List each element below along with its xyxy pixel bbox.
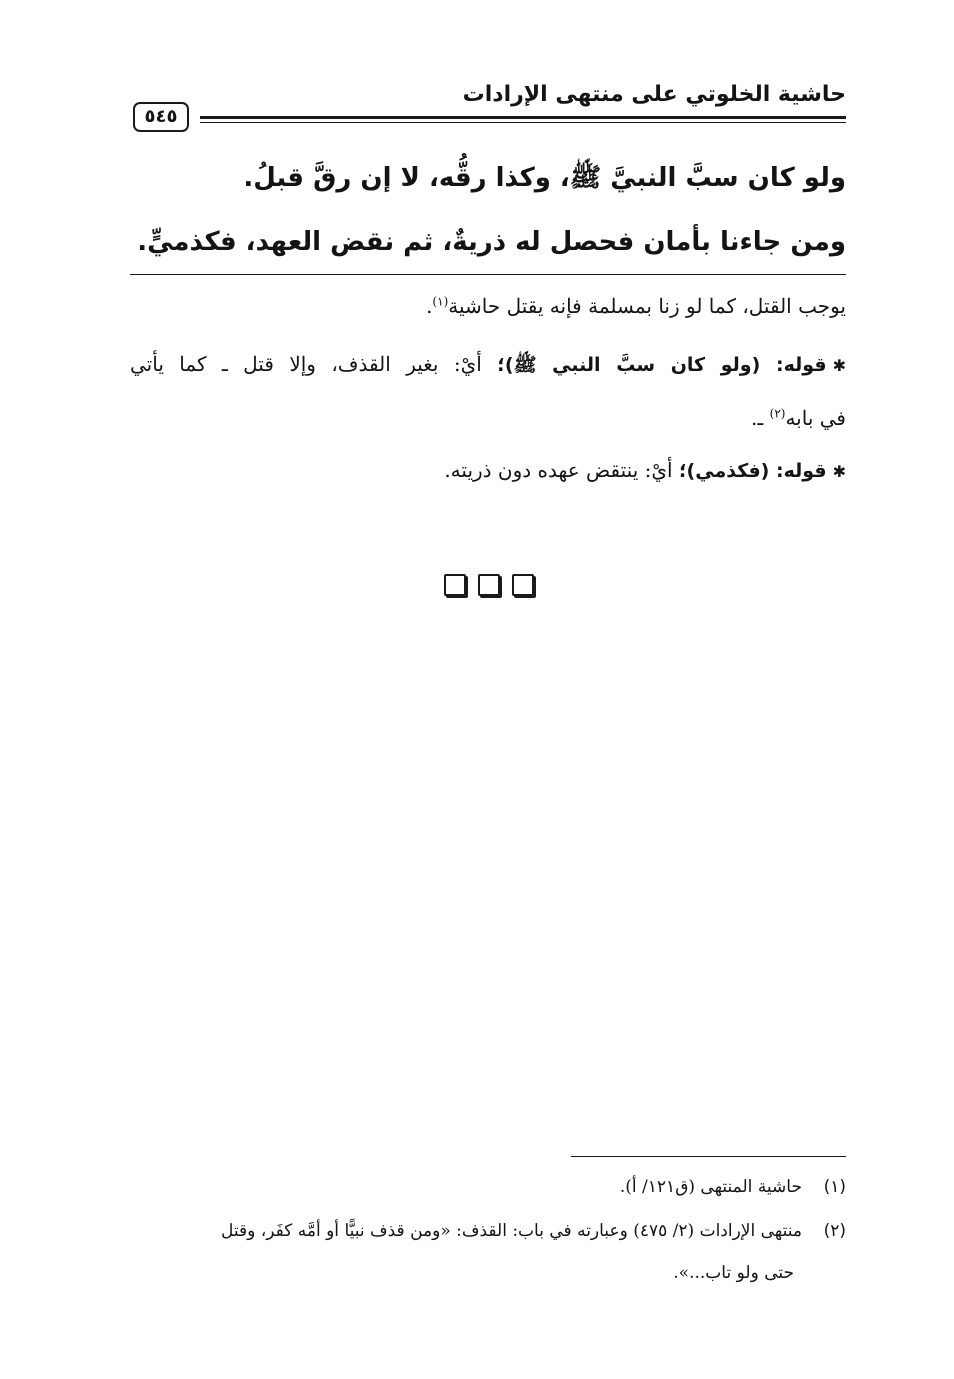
section-end-ornament — [438, 574, 542, 600]
header-rule-thin — [200, 122, 846, 123]
footnote-text: حاشية المنتهى (ق١٢١/ أ). — [619, 1177, 802, 1197]
commentary-line-1 — [130, 292, 846, 320]
note-2-label: قوله: (فكذمي)؛ — [678, 460, 827, 482]
commentary-note-1-continued — [130, 404, 846, 432]
asterisk-icon: ✱ — [832, 462, 846, 481]
commentary-text-end: . — [426, 294, 433, 318]
footnote-ref-1: (١) — [432, 294, 449, 309]
square-ornament-icon — [444, 574, 466, 596]
footnote-ref-2: (٢) — [769, 406, 786, 421]
running-title: حاشية الخلوتي على منتهى الإرادات — [462, 82, 846, 107]
note-1-label: قوله: (ولو كان سبَّ النبي ﷺ)؛ — [497, 354, 827, 376]
header-rule — [200, 116, 846, 119]
footnote-2 — [130, 1218, 846, 1244]
matn-line-2: ومن جاءنا بأمان فحصل له ذريةٌ، ثم نقض العهد، فكذميٍّ. — [137, 227, 846, 257]
commentary-note-2 — [130, 456, 846, 486]
matn-line-1: ولو كان سبَّ النبيَّ ﷺ، وكذا رقُّه، لا إن رقَّ قبلُ. — [243, 163, 846, 193]
commentary-note-1 — [130, 350, 846, 380]
note-1-text: أيْ: بغير القذف، وإلا قتل ـ كما يأتي — [130, 352, 482, 376]
footnote-text: منتهى الإرادات (٢/ ٤٧٥) وعبارته في باب: القذف: «ومن قذف نبيًّا أو أمَّه كفَر، وقتل — [221, 1221, 802, 1241]
square-ornament-icon — [478, 574, 500, 596]
footnote-2-continued: حتى ولو تاب...». — [673, 1263, 794, 1283]
note-1-continuation: في بابه — [785, 406, 846, 430]
matn-divider — [130, 274, 846, 275]
footnote-number: (٢) — [823, 1221, 846, 1241]
page-number: ٥٤٥ — [133, 102, 189, 132]
footnote-1 — [130, 1174, 846, 1200]
asterisk-icon: ✱ — [832, 356, 846, 375]
commentary-text: يوجب القتل، كما لو زنا بمسلمة فإنه يقتل حاشية — [448, 294, 846, 318]
note-2-text: أيْ: ينتقض عهده دون ذريته. — [444, 458, 673, 482]
footnote-number: (١) — [823, 1177, 846, 1197]
note-1-end: ـ. — [751, 406, 770, 430]
footnote-rule — [571, 1156, 846, 1157]
square-ornament-icon — [512, 574, 534, 596]
